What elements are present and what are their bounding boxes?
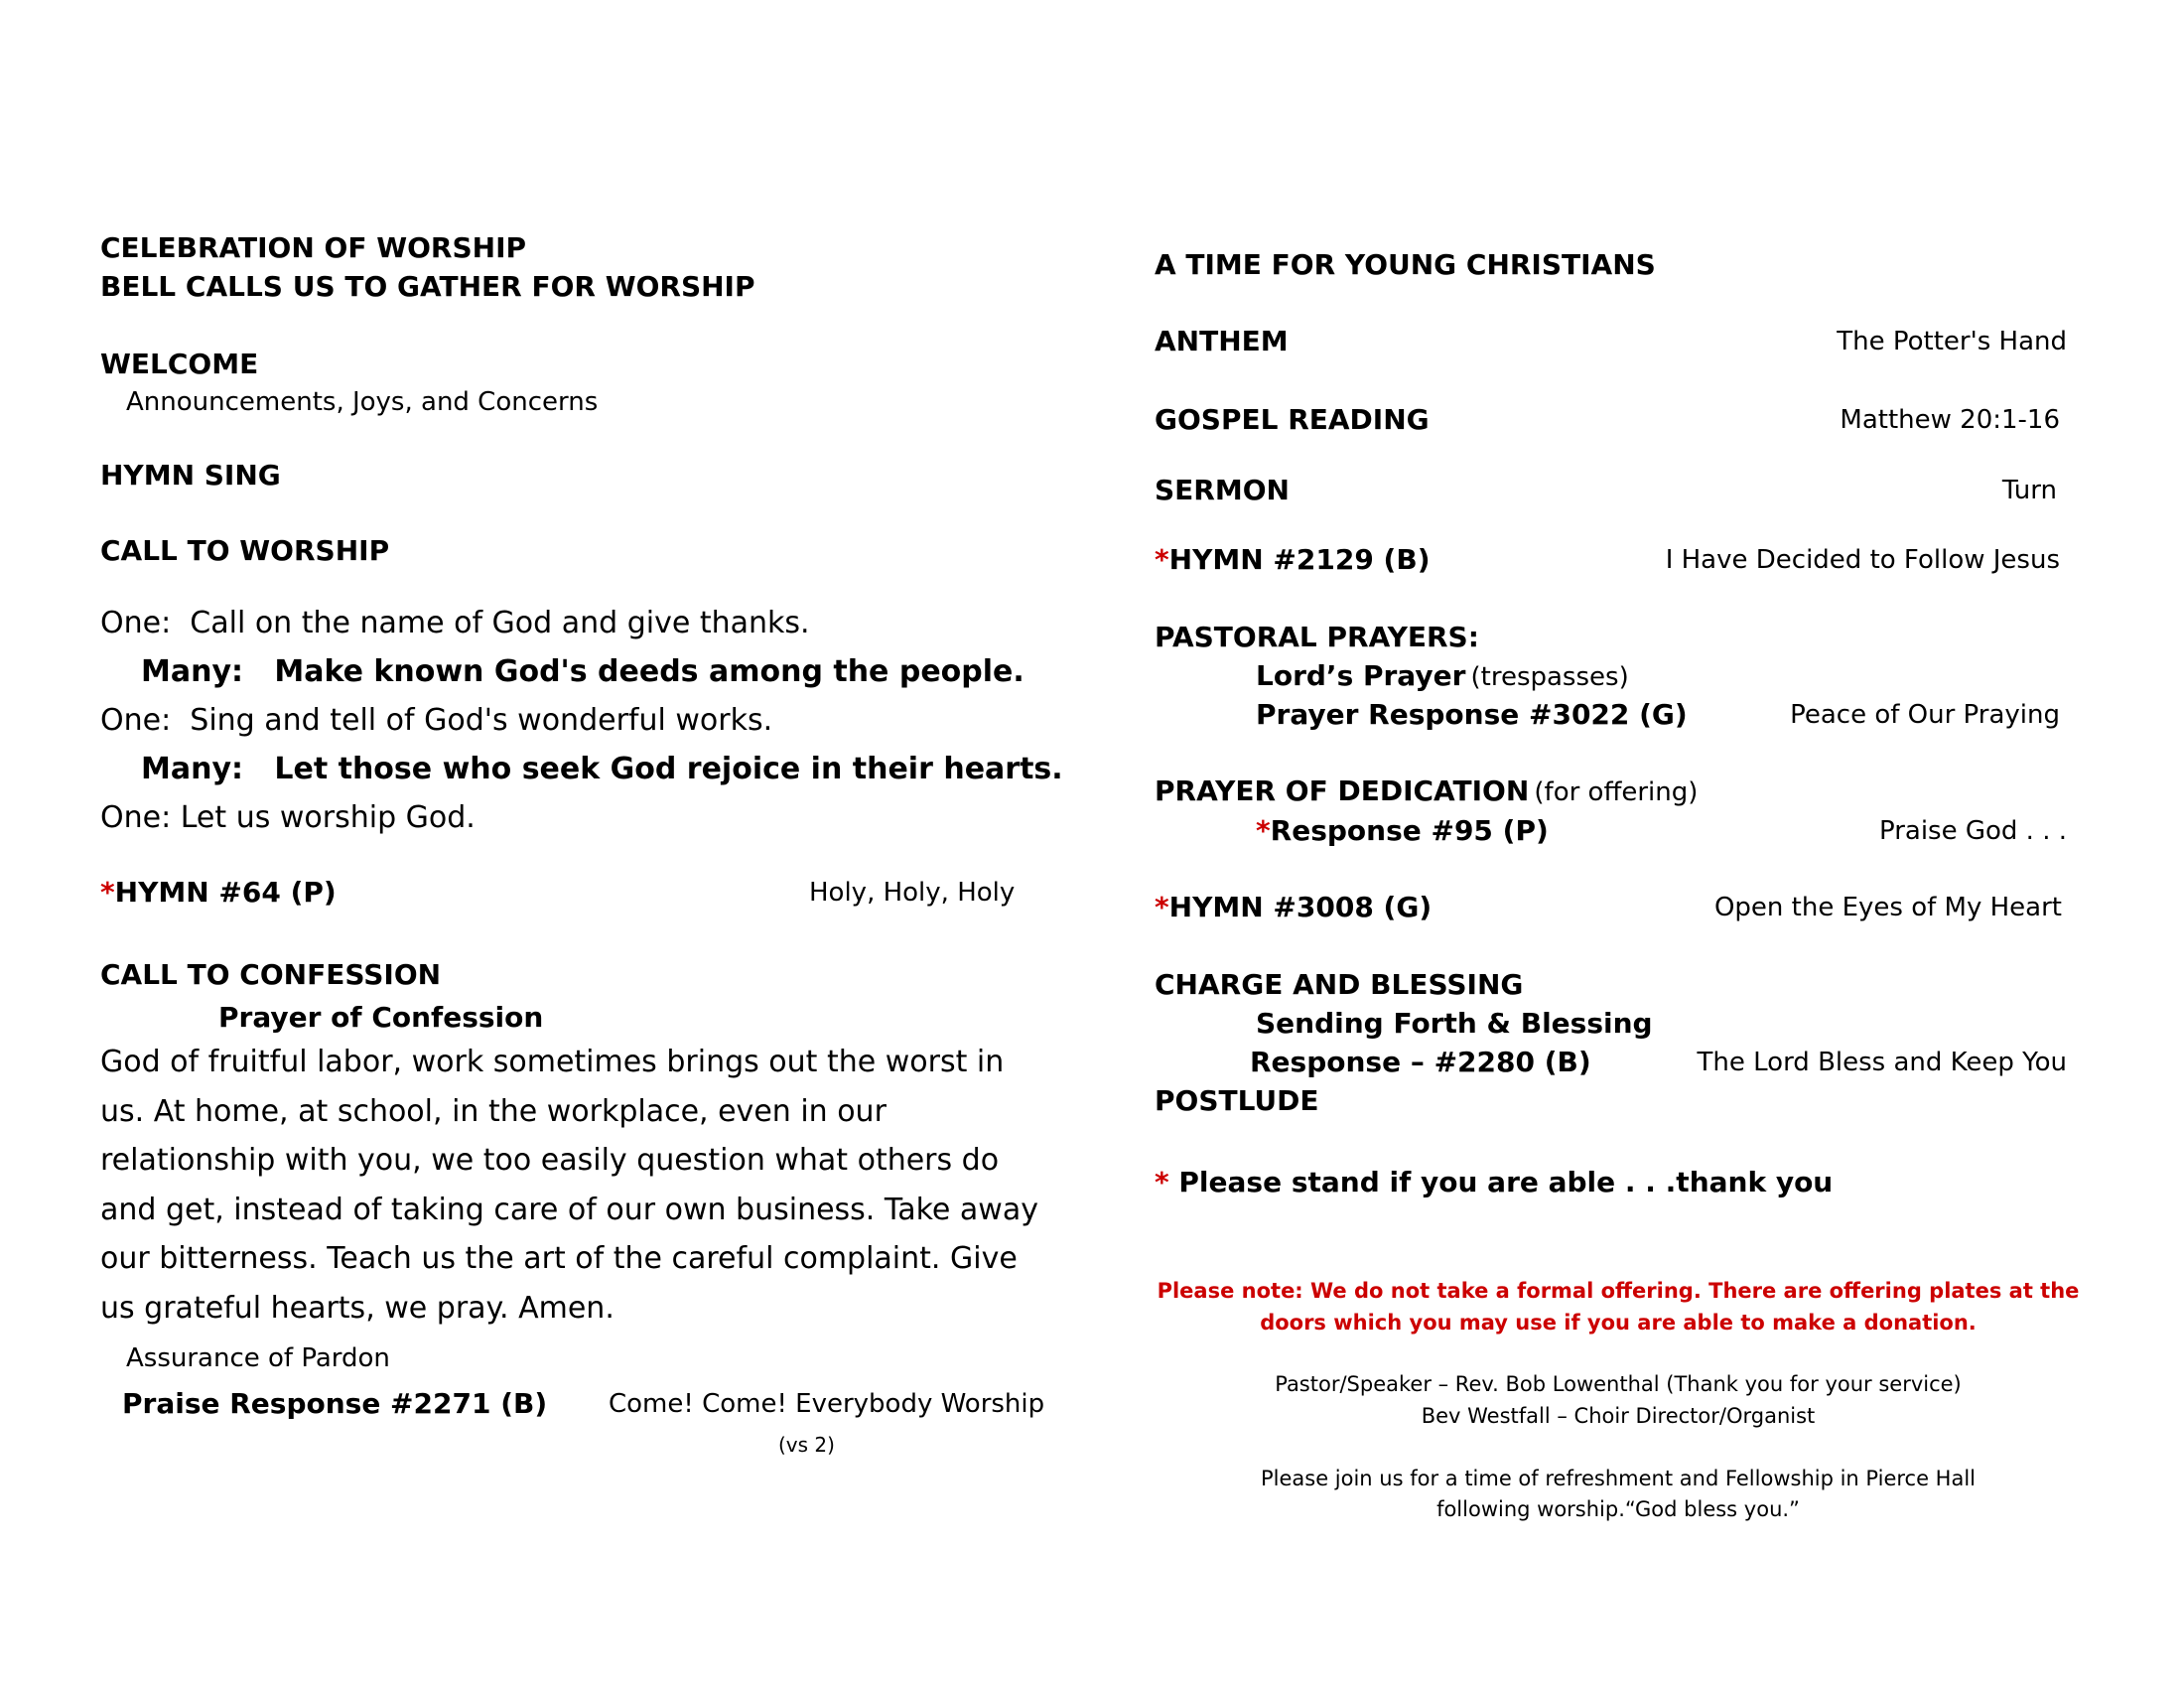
stand-asterisk: * bbox=[1155, 891, 1169, 923]
prayer-response-label: Prayer Response #3022 (G) bbox=[1256, 698, 1688, 731]
heading-call-to-worship: CALL TO WORSHIP bbox=[100, 534, 390, 567]
hymn-2129-label bbox=[1155, 543, 1430, 576]
response-95-label bbox=[1256, 814, 1549, 847]
title-celebration: CELEBRATION OF WORSHIP bbox=[100, 231, 527, 264]
hymn-2129-title: I Have Decided to Follow Jesus bbox=[1665, 545, 2060, 575]
response-95-label-text: Response #95 (P) bbox=[1270, 814, 1549, 847]
heading-young-christians: A TIME FOR YOUNG CHRISTIANS bbox=[1155, 248, 1656, 281]
dedication-line bbox=[1155, 774, 1698, 807]
dedication-note: (for offering) bbox=[1534, 777, 1699, 807]
praise-response-label: Praise Response #2271 (B) bbox=[122, 1387, 548, 1420]
lords-prayer-line bbox=[1256, 659, 1629, 692]
litany-text: Let those who seek God rejoice in their hearts. bbox=[274, 752, 1063, 786]
stand-asterisk: * bbox=[1155, 543, 1169, 576]
hymn-3008-title: Open the Eyes of My Heart bbox=[1713, 893, 2062, 922]
response-95-title: Praise God . . . bbox=[1878, 816, 2067, 846]
prayer-of-confession-heading: Prayer of Confession bbox=[218, 1001, 544, 1034]
heading-hymn-sing: HYMN SING bbox=[100, 459, 281, 492]
sermon-title: Turn bbox=[2001, 476, 2057, 505]
litany-speaker: Many: bbox=[141, 654, 244, 689]
lords-prayer: Lord’s Prayer bbox=[1256, 659, 1466, 692]
offering-note-line: doors which you may use if you are able to make a donation. bbox=[1260, 1311, 1977, 1335]
sermon-label: SERMON bbox=[1155, 474, 1290, 506]
litany-line bbox=[100, 703, 772, 738]
fellowship-note-line: following worship.“God bless you.” bbox=[1436, 1497, 1800, 1521]
heading-prayer-of-dedication: PRAYER OF DEDICATION bbox=[1155, 774, 1530, 807]
hymn-3008-label bbox=[1155, 891, 1432, 923]
litany-text: Call on the name of God and give thanks. bbox=[190, 606, 810, 640]
prayer-response-title: Peace of Our Praying bbox=[1790, 700, 2060, 730]
heading-pastoral-prayers: PASTORAL PRAYERS: bbox=[1155, 621, 1479, 653]
litany-line bbox=[100, 800, 476, 835]
litany-speaker: One: bbox=[100, 606, 172, 640]
director-credit: Bev Westfall – Choir Director/Organist bbox=[1421, 1404, 1816, 1428]
stand-note-text: Please stand if you are able . . .thank you bbox=[1178, 1166, 1834, 1198]
heading-charge-and-blessing: CHARGE AND BLESSING bbox=[1155, 968, 1524, 1001]
offering-note-line: Please note: We do not take a formal offering. There are offering plates at the bbox=[1157, 1279, 2080, 1303]
fellowship-note-line: Please join us for a time of refreshment and Fellowship in Pierce Hall bbox=[1260, 1467, 1977, 1490]
sending-forth: Sending Forth & Blessing bbox=[1256, 1007, 1653, 1040]
heading-postlude: POSTLUDE bbox=[1155, 1084, 1319, 1117]
lords-prayer-note: (trespasses) bbox=[1470, 662, 1629, 692]
announcements-text: Announcements, Joys, and Concerns bbox=[126, 387, 599, 417]
litany-line bbox=[141, 654, 1024, 689]
gospel-label: GOSPEL READING bbox=[1155, 403, 1430, 436]
litany-text: Make known God's deeds among the people. bbox=[274, 654, 1024, 689]
stand-asterisk: * bbox=[100, 876, 115, 909]
title-bell: BELL CALLS US TO GATHER FOR WORSHIP bbox=[100, 270, 755, 303]
hymn-64-title: Holy, Holy, Holy bbox=[809, 878, 1016, 908]
pastor-credit: Pastor/Speaker – Rev. Bob Lowenthal (Thank you for your service) bbox=[1275, 1372, 1962, 1396]
litany-line bbox=[100, 606, 810, 640]
assurance-of-pardon: Assurance of Pardon bbox=[126, 1343, 390, 1373]
confession-prayer-text: God of fruitful labor, work sometimes brings out the worst in us. At home, at school, in the workplace, even in our relationship with you, we too easily question what others do and get, instead of taking care of our own business. Take away our bitterness. Teach us the art of the careful complaint. Give us grateful hearts, we pray. Amen. bbox=[100, 1045, 1038, 1326]
response-2280-title: The Lord Bless and Keep You bbox=[1697, 1048, 2067, 1077]
litany-speaker: One: bbox=[100, 800, 172, 835]
heading-welcome: WELCOME bbox=[100, 348, 259, 380]
gospel-reference: Matthew 20:1-16 bbox=[1840, 405, 2060, 435]
litany-speaker: Many: bbox=[141, 752, 244, 786]
hymn-2129-label-text: HYMN #2129 (B) bbox=[1168, 543, 1431, 576]
stand-asterisk: * bbox=[1155, 1166, 1169, 1198]
hymn-3008-label-text: HYMN #3008 (G) bbox=[1168, 891, 1433, 923]
anthem-title: The Potter's Hand bbox=[1837, 327, 2067, 356]
heading-call-to-confession: CALL TO CONFESSION bbox=[100, 958, 442, 991]
stand-asterisk: * bbox=[1256, 814, 1271, 847]
litany-speaker: One: bbox=[100, 703, 172, 738]
praise-response-verse: (vs 2) bbox=[778, 1433, 835, 1457]
praise-response-title: Come! Come! Everybody Worship bbox=[609, 1389, 1045, 1419]
litany-text: Sing and tell of God's wonderful works. bbox=[190, 703, 773, 738]
stand-note bbox=[1155, 1166, 1833, 1198]
response-2280-label: Response – #2280 (B) bbox=[1250, 1046, 1591, 1078]
hymn-64-label-text: HYMN #64 (P) bbox=[114, 876, 337, 909]
litany-text: Let us worship God. bbox=[180, 800, 476, 835]
anthem-label: ANTHEM bbox=[1155, 325, 1289, 357]
hymn-64-label bbox=[100, 876, 337, 909]
litany-line bbox=[141, 752, 1063, 786]
